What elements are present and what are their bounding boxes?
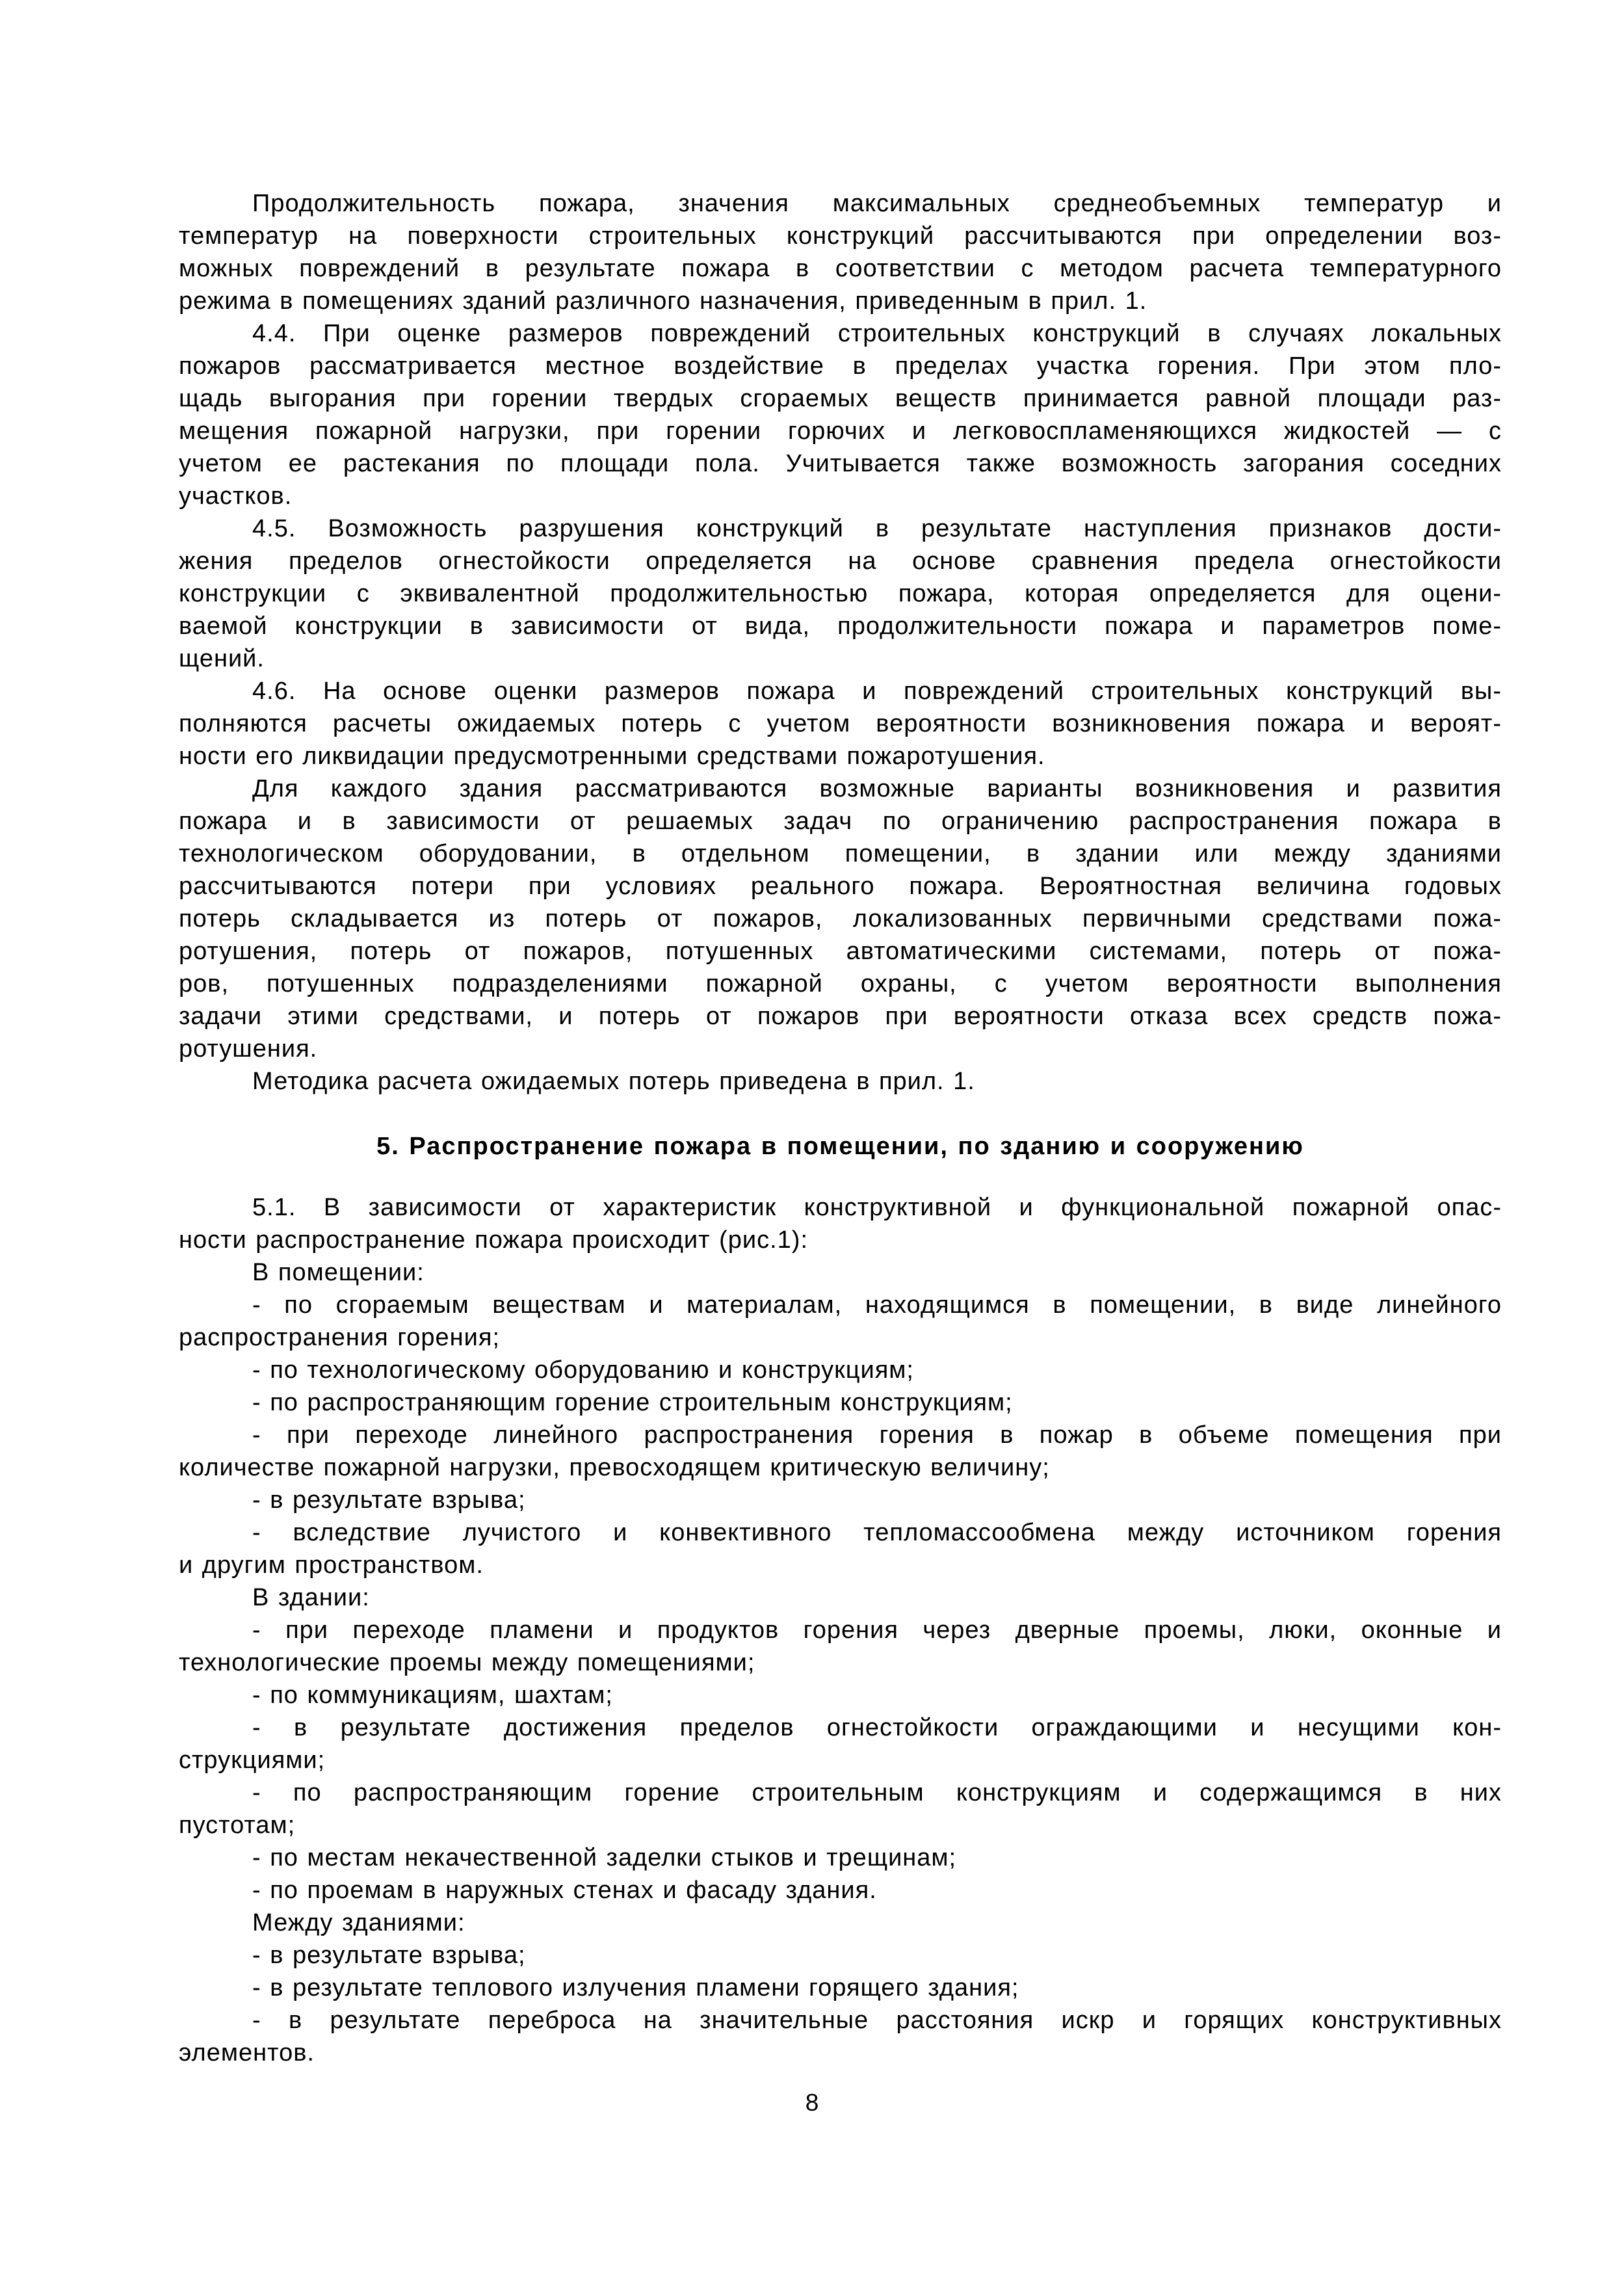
text-line: - по распространяющим горение строительным конструкциям и содержащимся в них: [252, 1779, 1502, 1806]
page-number: 8: [805, 2089, 819, 2116]
text-line: можных повреждений в результате пожара в соответствии с методом расчета температурного: [179, 255, 1502, 282]
text-line: ротушения.: [179, 1035, 318, 1062]
text-line: - по технологическому оборудованию и конструкциям;: [252, 1356, 914, 1384]
text-line: струкциями;: [179, 1747, 326, 1774]
text-line: В помещении:: [252, 1259, 425, 1286]
text-line: мещения пожарной нагрузки, при горении горючих и легковоспламеняющихся жидкостей — с: [179, 417, 1502, 445]
text-line: элементов.: [179, 2039, 315, 2066]
text-line: ров, потушенных подразделениями пожарной охраны, с учетом вероятности выполнения: [179, 970, 1502, 997]
text-line: 4.5. Возможность разрушения конструкций в результате наступления признаков дости-: [252, 515, 1502, 542]
text-line: - по местам некачественной заделки стыков и трещинам;: [252, 1844, 957, 1871]
text-line: рассчитываются потери при условиях реального пожара. Вероятностная величина годовых: [179, 873, 1502, 900]
text-line: потерь складывается из потерь от пожаров, локализованных первичными средствами пожа-: [179, 905, 1502, 932]
text-line: ности его ликвидации предусмотренными средствами пожаротушения.: [179, 743, 1045, 770]
text-line: Между зданиями:: [252, 1909, 465, 1936]
text-line: ротушения, потерь от пожаров, потушенных автоматическими системами, потерь от пожа-: [179, 938, 1502, 965]
text-line: участков.: [179, 482, 293, 510]
section-heading: 5. Распространение пожара в помещении, по зданию и сооружению: [376, 1133, 1304, 1160]
text-line: - в результате достижения пределов огнестойкости ограждающими и несущими кон-: [252, 1714, 1502, 1741]
text-line: - при переходе пламени и продуктов горения через дверные проемы, люки, оконные и: [252, 1617, 1502, 1644]
text-line: ности распространение пожара происходит (рис.1):: [179, 1226, 808, 1254]
text-line: технологические проемы между помещениями;: [179, 1649, 755, 1676]
text-line: жения пределов огнестойкости определяется на основе сравнения предела огнестойкости: [179, 548, 1502, 575]
text-line: - по сгораемым веществам и материалам, находящимся в помещении, в виде линейного: [252, 1291, 1502, 1319]
text-line: температур на поверхности строительных конструкций рассчитываются при определении воз-: [179, 222, 1502, 250]
text-line: ваемой конструкции в зависимости от вида, продолжительности пожара и параметров поме-: [179, 613, 1502, 640]
text-line: технологическом оборудовании, в отдельном помещении, в здании или между зданиями: [179, 840, 1502, 867]
text-line: Продолжительность пожара, значения максимальных среднеобъемных температур и: [252, 190, 1502, 217]
text-line: задачи этими средствами, и потерь от пожаров при вероятности отказа всех средств пожа-: [179, 1003, 1502, 1030]
text-line: - при переходе линейного распространения горения в пожар в объеме помещения при: [252, 1421, 1502, 1449]
text-line: Методика расчета ожидаемых потерь приведена в прил. 1.: [252, 1068, 975, 1095]
text-line: количестве пожарной нагрузки, превосходящем критическую величину;: [179, 1454, 1050, 1481]
text-line: пожаров рассматривается местное воздействие в пределах участка горения. При этом пло-: [179, 352, 1502, 380]
text-line: 4.4. При оценке размеров повреждений строительных конструкций в случаях локальных: [252, 320, 1502, 347]
text-line: В здании:: [252, 1584, 370, 1611]
text-line: щадь выгорания при горении твердых сгораемых веществ принимается равной площади раз-: [179, 385, 1502, 412]
text-line: полняются расчеты ожидаемых потерь с учетом вероятности возникновения пожара и вероят-: [179, 710, 1502, 737]
text-column: [179, 187, 1502, 2069]
text-line: - в результате взрыва;: [252, 1486, 526, 1514]
text-line: режима в помещениях зданий различного назначения, приведенным в прил. 1.: [179, 287, 1147, 315]
text-line: пустотам;: [179, 1812, 296, 1839]
text-line: - вследствие лучистого и конвективного тепломассообмена между источником горения: [252, 1519, 1502, 1546]
text-line: Для каждого здания рассматриваются возможные варианты возникновения и развития: [252, 775, 1502, 802]
text-line: - в результате взрыва;: [252, 1942, 526, 1969]
text-line: 5.1. В зависимости от характеристик конструктивной и функциональной пожарной опас-: [252, 1194, 1502, 1221]
text-line: - в результате переброса на значительные расстояния искр и горящих конструктивных: [252, 2007, 1502, 2034]
text-line: пожара и в зависимости от решаемых задач по ограничению распространения пожара в: [179, 808, 1502, 835]
text-line: 4.6. На основе оценки размеров пожара и повреждений строительных конструкций вы-: [252, 678, 1502, 705]
text-line: учетом ее растекания по площади пола. Учитывается также возможность загорания соседних: [179, 450, 1502, 477]
text-line: - по коммуникациям, шахтам;: [252, 1682, 613, 1709]
text-line: и другим пространством.: [179, 1551, 484, 1579]
text-line: распространения горения;: [179, 1324, 501, 1351]
text-line: - по проемам в наружных стенах и фасаду здания.: [252, 1877, 877, 1904]
text-line: щений.: [179, 645, 265, 672]
text-line: - по распространяющим горение строительным конструкциям;: [252, 1389, 1013, 1416]
text-line: - в результате теплового излучения пламени горящего здания;: [252, 1974, 1019, 2001]
text-line: конструкции с эквивалентной продолжительностью пожара, которая определяется для оцени-: [179, 580, 1502, 607]
